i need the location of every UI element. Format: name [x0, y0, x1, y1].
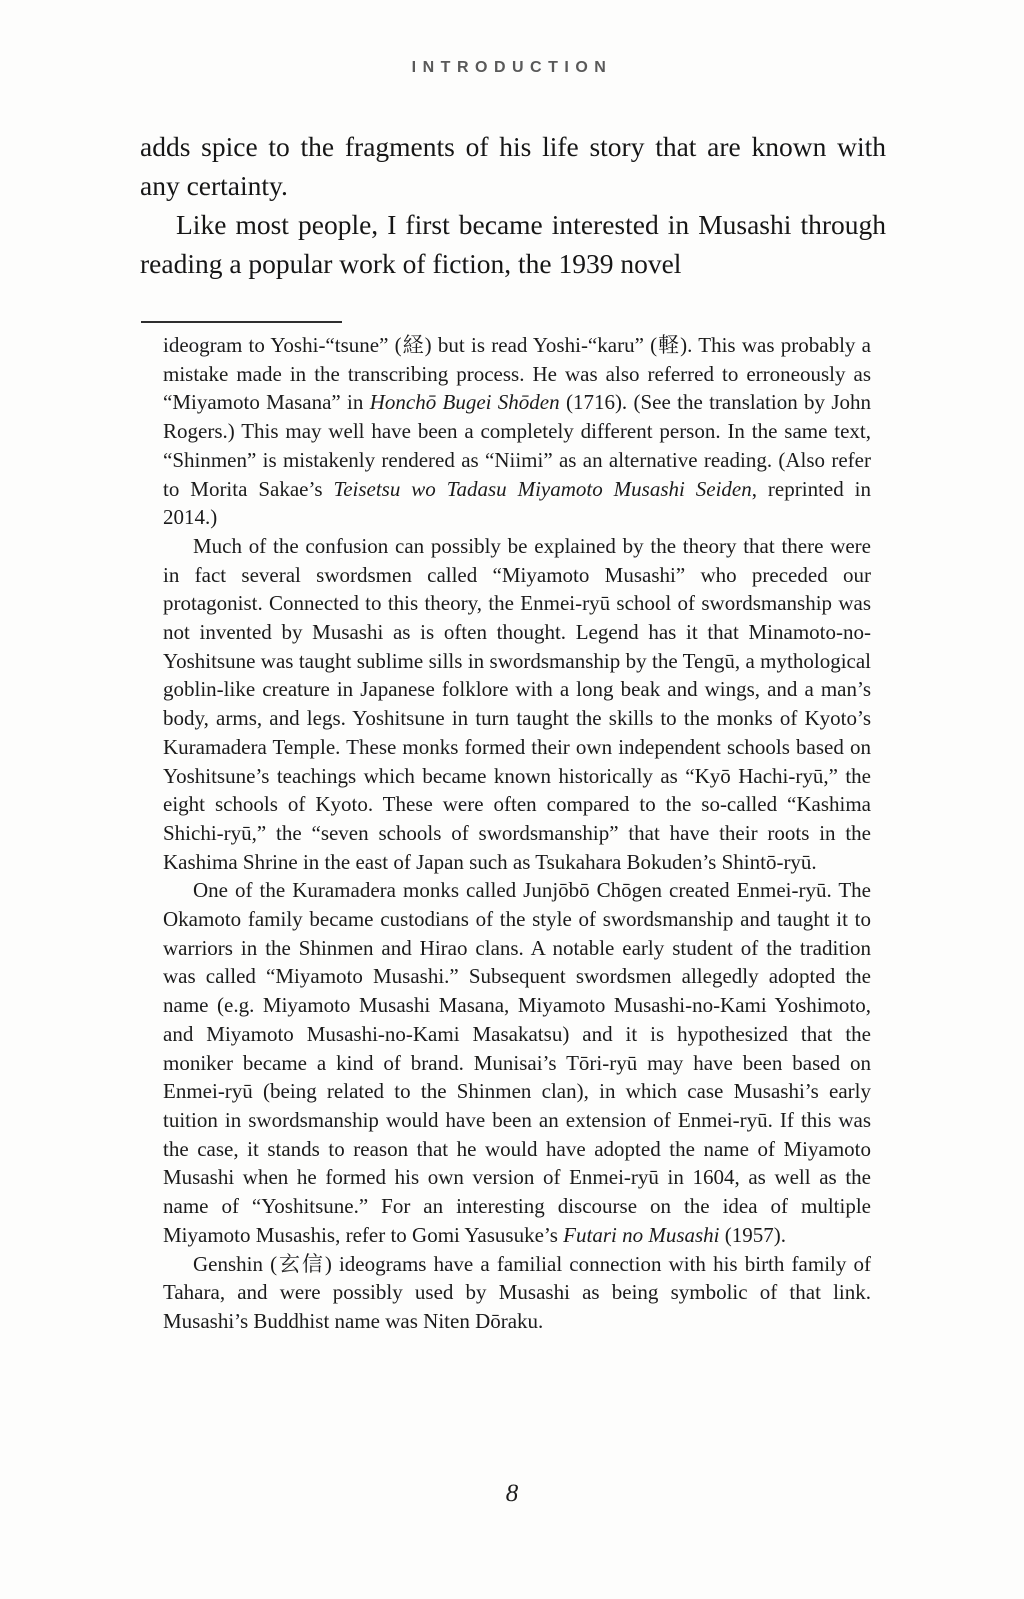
- footnote-block: [163, 331, 871, 1336]
- paragraph: [163, 331, 871, 532]
- italic-text-segment: Futari no Musashi: [563, 1222, 720, 1247]
- text-segment: ideogram to Yoshi-“tsune” (経) but is read Yoshi-“karu” (軽). This was probably a mistake made in the transcribing process. He was also referred to erroneously as “Miyamoto Masana” in: [163, 333, 871, 415]
- text-segment: (1716). (See the translation by John Rogers.) This may well have been a completely different person. In the same text, “Shinmen” is mistakenly rendered as “Niimi” as an alternative reading. (Also refer to Morita Sakae’s: [163, 390, 872, 501]
- italic-text-segment: Honchō Bugei Shōden: [369, 390, 560, 415]
- body-text: [140, 127, 886, 283]
- paragraph: [163, 876, 871, 1249]
- text-segment: Like most people, I first became interested in Musashi through reading a popular work of fiction, the 1939 novel: [140, 209, 886, 279]
- paragraph: [163, 1250, 871, 1336]
- text-segment: , reprinted in 2014.): [163, 476, 871, 530]
- italic-text-segment: Teisetsu wo Tadasu Miyamoto Musashi Seiden: [333, 476, 752, 501]
- text-segment: (1957).: [719, 1222, 787, 1247]
- paragraph: [140, 127, 886, 205]
- text-segment: adds spice to the fragments of his life story that are known with any certainty.: [140, 131, 886, 201]
- text-segment: Genshin (玄信) ideograms have a familial connection with his birth family of Tahara, and were possibly used by Musashi as being symbolic of that link. Musashi’s Buddhist name was Niten Dōraku.: [163, 1251, 871, 1333]
- page-number: 8: [505, 1480, 519, 1507]
- text-segment: Much of the confusion can possibly be explained by the theory that there were in fact several swordsmen called “Miyamoto Musashi” who preceded our protagonist. Connected to this theory, the Enmei-ryū school of swordsmanship was not invented by Musashi as is often thought. Legend has it that Minamoto-no-Yoshitsune was taught sublime sills in swordsmanship by the Tengū, a mythological goblin-like creature in Japanese folklore with a long beak and wings, and a man’s body, arms, and legs. Yoshitsune in turn taught the skills to the monks of Kyoto’s Kuramadera Temple. These monks formed their own independent schools based on Yoshitsune’s teachings which became known historically as “Kyō Hachi-ryū,” the eight schools of Kyoto. These were often compared to the so-called “Kashima Shichi-ryū,” the “seven schools of swordsmanship” that have their roots in the Kashima Shrine in the east of Japan such as Tsukahara Bokuden’s Shintō-ryū.: [163, 533, 871, 874]
- paragraph: [163, 532, 871, 876]
- running-head: INTRODUCTION: [411, 59, 613, 76]
- text-segment: One of the Kuramadera monks called Junjōbō Chōgen created Enmei-ryū. The Okamoto family became custodians of the style of swordsmanship and taught it to warriors in the Shinmen and Hirao clans. A notable early student of the tradition was called “Miyamoto Musashi.” Subsequent swordsmen allegedly adopted the name (e.g. Miyamoto Musashi Masana, Miyamoto Musashi-no-Kami Yoshimoto, and Miyamoto Musashi-no-Kami Masakatsu) and it is hypothesized that the moniker became a kind of brand. Munisai’s Tōri-ryū may have been based on Enmei-ryū (being related to the Shinmen clan), in which case Musashi’s early tuition in swordsmanship would have been an extension of Enmei-ryū. If this was the case, it stands to reason that he would have adopted the name of Miyamoto Musashi when he formed his own version of Enmei-ryū in 1604, as well as the name of “Yoshitsune.” For an interesting discourse on the idea of multiple Miyamoto Musashis, refer to Gomi Yasusuke’s: [163, 878, 871, 1247]
- footnote-separator-rule: [141, 321, 342, 323]
- paragraph: [140, 205, 886, 283]
